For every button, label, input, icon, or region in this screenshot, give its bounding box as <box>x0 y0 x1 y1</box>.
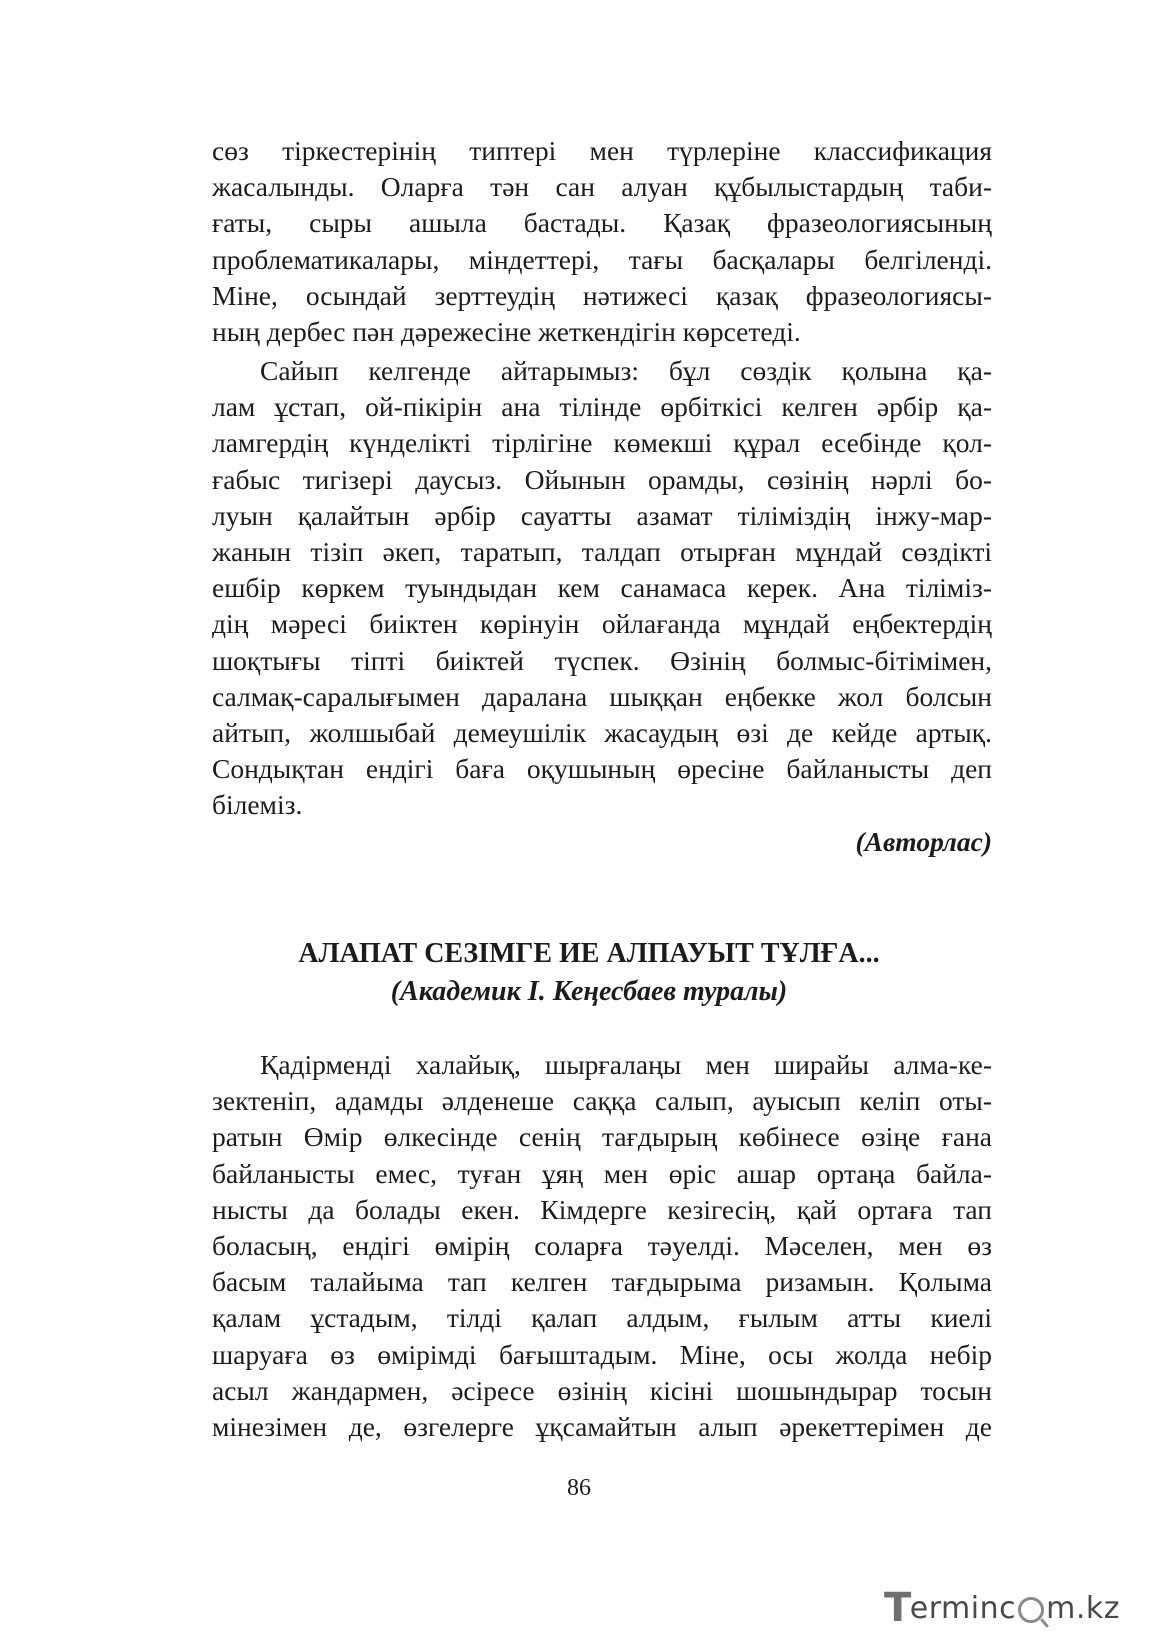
text-line: лам ұстап, ой-пікірін ана тілінде өрбіткісі келген әрбір қа- <box>212 391 992 423</box>
text-line: басым талайыма тап келген тағдырыма ризамын. Қолыма <box>212 1266 992 1298</box>
text-line: ғаты, сыры ашыла бастады. Қазақ фразеологиясының <box>212 207 992 239</box>
text-line: шаруаға өз өмірімді бағыштадым. Міне, осы жолда небір <box>212 1338 992 1370</box>
logo-text-suffix: m.kz <box>1046 1590 1120 1626</box>
text-line: жанын тізіп әкеп, таратып, талдап отырған мұндай сөздікті <box>212 536 992 568</box>
text-line: ғабыс тигізері даусыз. Ойынын орамды, сөзінің нәрлі бо- <box>212 463 992 495</box>
text-line: ратын Өмір өлкесінде сенің тағдырың көбінесе өзіңе ғана <box>212 1121 992 1153</box>
text-line: шоқтығы тіпті биіктей түспек. Өзінің болмыс-бітімімен, <box>212 644 992 676</box>
text-line: Міне, осындай зерттеудің нәтижесі қазақ фразеологиясы- <box>212 279 992 311</box>
text-line: дің мәресі биіктен көрінуін ойлағанда мұндай еңбектердің <box>212 608 992 640</box>
text-line: Сайып келгенде айтарымыз: бұл сөздік қолына қа- <box>260 355 992 386</box>
text-line: сөз тіркестерінің типтері мен түрлеріне классификация <box>212 135 992 166</box>
magnifier-o-icon <box>1018 1597 1044 1623</box>
text-line: білеміз. <box>212 789 303 821</box>
text-line: боласың, ендігі өмірің соларға тәуелді. Мәселен, мен өз <box>212 1230 992 1262</box>
page-number: 86 <box>567 1475 591 1501</box>
paragraph-2-lines <box>212 353 992 824</box>
logo-letter: T <box>883 1585 912 1631</box>
watermark-logo <box>883 1585 1120 1631</box>
paragraph-3-lines <box>212 1047 992 1445</box>
text-line: Қадірменді халайық, шырғалаңы мен ширайы алма-ке- <box>260 1049 992 1080</box>
text-line: зектеніп, адамды әлденеше саққа салып, ауысып келіп оты- <box>212 1085 992 1117</box>
section-title: АЛАПАТ СЕЗІМГЕ ИЕ АЛПАУЫТ ТҰЛҒА... <box>298 938 880 969</box>
text-line: байланысты емес, туған ұяң мен өріс ашар ортаңа байла- <box>212 1157 992 1189</box>
text-line: айтып, жолшыбай демеушілік жасаудың өзі де кейде артық. <box>212 717 992 749</box>
text-line: салмақ-саралығымен даралана шыққан еңбекке жол болсын <box>212 680 992 712</box>
text-line: жасалынды. Оларға тән сан алуан құбылыстардың таби- <box>212 171 992 203</box>
paragraph-3 <box>212 1047 992 1445</box>
text-line: қалам ұстадым, тілді қалап алдым, ғылым атты киелі <box>212 1302 992 1334</box>
logo-text-middle: erminc <box>909 1590 1017 1626</box>
text-line: ешбір көркем туындыдан кем санамаса керек. Ана тіліміз- <box>212 572 992 604</box>
text-line: луын қалайтын әрбір сауатты азамат тіліміздің інжу-мар- <box>212 499 992 531</box>
paragraph-1 <box>212 133 992 350</box>
paragraph-1-lines <box>212 133 992 350</box>
author-signature: (Авторлас) <box>855 826 992 857</box>
text-line: ның дербес пән дәрежесіне жеткендігін көрсетеді. <box>212 316 801 348</box>
text-line: ламгердің күнделікті тірлігіне көмекші құрал есебінде қол- <box>212 427 992 459</box>
text-line: нысты да болады екен. Кімдерге кезігесің, қай ортаға тап <box>212 1193 992 1225</box>
text-line: мінезімен де, өзгелерге ұқсамайтын алып әрекеттерімен де <box>212 1411 992 1443</box>
section-subtitle: (Академик І. Кеңесбаев туралы) <box>390 976 788 1007</box>
text-line: асыл жандармен, әсіресе өзінің кісіні шошындырар тосын <box>212 1374 992 1406</box>
text-line: проблематикалары, міндеттері, тағы басқалары белгіленді. <box>212 243 992 275</box>
paragraph-2 <box>212 353 992 824</box>
text-line: Сондықтан ендігі баға оқушының өресіне байланысты деп <box>212 753 992 785</box>
